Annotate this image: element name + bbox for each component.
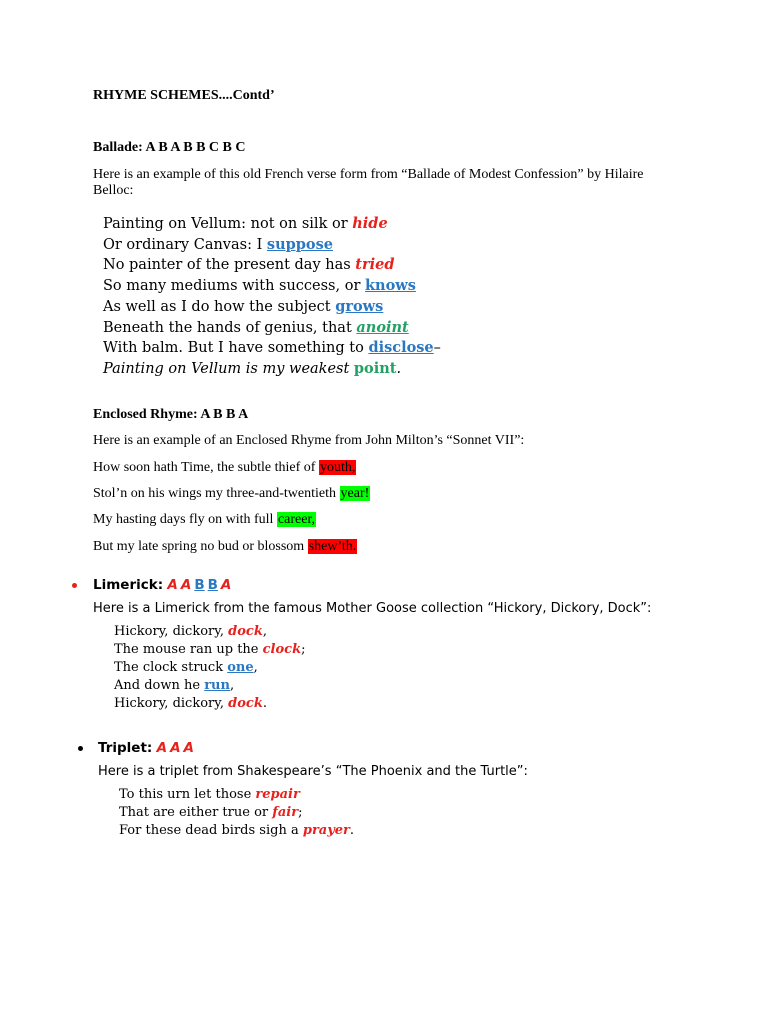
rhyme-word: tried (355, 256, 395, 274)
ballade-line-2: Or ordinary Canvas: I suppose (103, 235, 333, 253)
highlighted-rhyme: year! (340, 486, 370, 501)
rhyme-word: grows (335, 297, 384, 315)
ballade-line-8: Painting on Vellum is my weakest point. (103, 359, 402, 377)
rhyme-word: clock (262, 642, 302, 657)
rhyme-word: one (227, 660, 254, 675)
enclosed-line-3: My hasting days fly on with full career, (93, 512, 316, 527)
limerick-line-4: And down he run, (114, 678, 235, 693)
scheme-letter: A (156, 740, 168, 756)
highlighted-rhyme: youth, (319, 460, 356, 475)
triplet-heading-row (98, 740, 197, 756)
ballade-line-5: As well as I do how the subject grows (103, 297, 384, 315)
bullet-icon (72, 583, 77, 588)
ballade-line-1: Painting on Vellum: not on silk or hide (103, 215, 388, 232)
ballade-line-7: With balm. But I have something to disclose– (103, 339, 441, 357)
limerick-heading-row (93, 577, 234, 593)
limerick-line-1: Hickory, dickory, dock, (114, 624, 267, 639)
rhyme-word: run (204, 678, 230, 693)
enclosed-intro: Here is an example of an Enclosed Rhyme from John Milton’s “Sonnet VII”: (93, 433, 525, 448)
ballade-poem (103, 214, 441, 380)
rhyme-word: knows (365, 277, 416, 295)
scheme-letter: A (183, 740, 194, 756)
triplet-line-3: For these dead birds sigh a prayer. (119, 823, 355, 838)
rhyme-word: dock (228, 696, 263, 711)
enclosed-line-1: How soon hath Time, the subtle thief of youth, (93, 460, 356, 475)
rhyme-word: hide (352, 215, 388, 232)
ballade-line-6: Beneath the hands of genius, that anoint (103, 318, 409, 336)
scheme-letter: A (167, 577, 178, 593)
highlighted-rhyme: shew’th. (308, 539, 357, 554)
rhyme-word: disclose (368, 339, 434, 357)
enclosed-line-4: But my late spring no bud or blossom shew’th. (93, 539, 357, 554)
rhyme-word: dock (228, 624, 263, 639)
limerick-poem (114, 623, 305, 713)
limerick-line-2: The mouse ran up the clock; (114, 642, 306, 657)
enclosed-heading: Enclosed Rhyme: A B B A (93, 407, 249, 422)
rhyme-word: fair (272, 805, 299, 820)
scheme-letter: A (220, 577, 232, 593)
triplet-heading: Triplet: (98, 740, 153, 756)
scheme-letter: B (194, 577, 205, 593)
rhyme-word: prayer (302, 823, 350, 838)
highlighted-rhyme: career, (277, 512, 316, 527)
triplet-intro: Here is a triplet from Shakespeare’s “The Phoenix and the Turtle”: (98, 764, 528, 779)
enclosed-line-2: Stol’n on his wings my three-and-twentieth year! (93, 486, 370, 501)
ballade-intro: Here is an example of this old French verse form from “Ballade of Modest Confession” by Hilaire Belloc: (93, 167, 644, 198)
rhyme-word: repair (255, 787, 300, 802)
rhyme-word: point (353, 359, 397, 377)
scheme-letter: A (170, 740, 181, 756)
triplet-line-2: That are either true or fair; (119, 805, 303, 820)
limerick-line-5: Hickory, dickory, dock. (114, 696, 267, 711)
limerick-heading: Limerick: (93, 577, 164, 593)
ballade-line-3: No painter of the present day has tried (103, 256, 395, 274)
triplet-poem (119, 786, 354, 840)
triplet-line-1: To this urn let those repair (119, 787, 300, 802)
scheme-letter: A (180, 577, 192, 593)
bullet-icon (78, 746, 83, 751)
limerick-line-3: The clock struck one, (114, 660, 258, 675)
ballade-line-4: So many mediums with success, or knows (103, 277, 416, 295)
page-title: RHYME SCHEMES....Contd’ (93, 88, 275, 103)
rhyme-word: anoint (356, 318, 409, 336)
ballade-heading: Ballade: A B A B B C B C (93, 140, 246, 155)
rhyme-word: suppose (266, 235, 333, 253)
limerick-intro: Here is a Limerick from the famous Mother Goose collection “Hickory, Dickory, Dock”: (93, 601, 652, 616)
scheme-letter: B (207, 577, 218, 593)
